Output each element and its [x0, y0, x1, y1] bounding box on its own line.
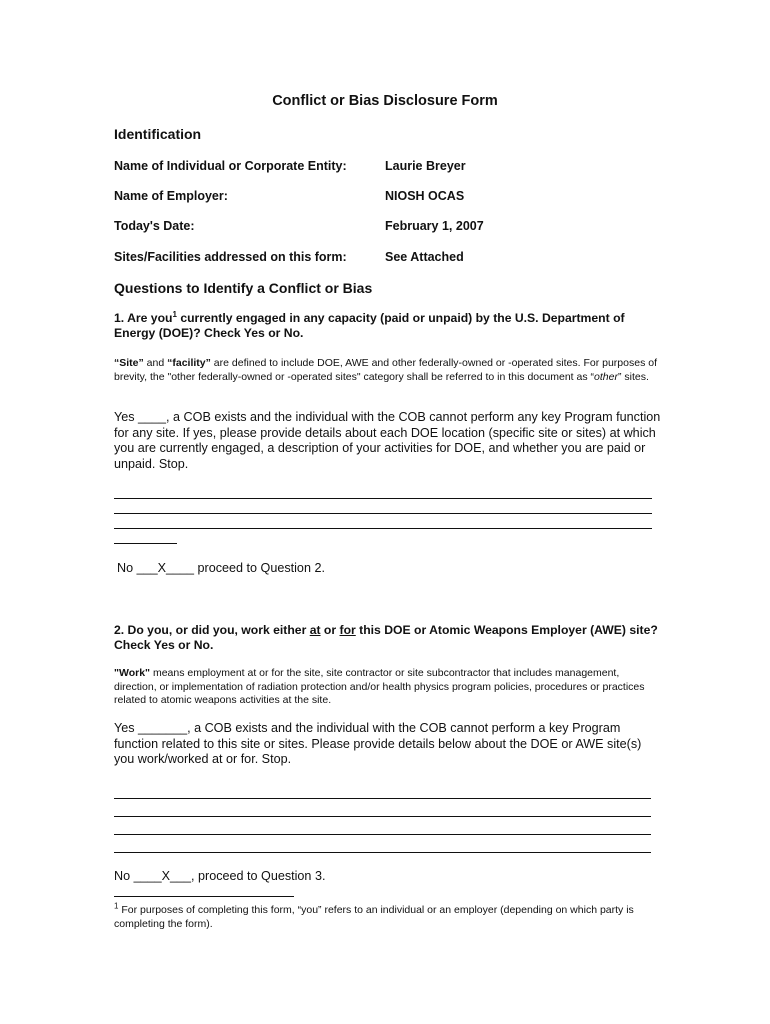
field-label-date: Today's Date: — [114, 219, 195, 233]
field-value-date: February 1, 2007 — [385, 219, 484, 233]
question-2-no-option: No ____X___, proceed to Question 3. — [114, 869, 326, 883]
footnote-separator — [114, 896, 294, 897]
answer-line[interactable] — [114, 816, 651, 817]
answer-line[interactable] — [114, 852, 651, 853]
question-1-yes-option: Yes ____, a COB exists and the individual with the COB cannot perform any key Program function for any site. If yes, please provide details about each DOE location (specific site or sites) at which you are currently engaged, a description of your activities for DOE, and whether you are paid or unpaid. Stop. — [114, 410, 661, 471]
field-value-sites: See Attached — [385, 250, 464, 264]
field-label-employer: Name of Employer: — [114, 189, 228, 203]
question-1-text: 1. Are you$^1$ currently engaged in any capacity (paid or unpaid) by the U.S. Department of Energy (DOE)? Check Yes or No. — [114, 309, 625, 340]
answer-line[interactable] — [114, 498, 652, 499]
field-label-name: Name of Individual or Corporate Entity: — [114, 159, 347, 173]
questions-heading: Questions to Identify a Conflict or Bias — [114, 280, 373, 296]
answer-line[interactable] — [114, 798, 651, 799]
identification-heading: Identification — [114, 126, 202, 142]
footnote-reference: 1 — [172, 309, 177, 319]
field-value-name: Laurie Breyer — [385, 159, 466, 173]
field-value-employer: NIOSH OCAS — [385, 189, 465, 203]
form-title: Conflict or Bias Disclosure Form — [272, 93, 498, 109]
footnote: $^1$ For purposes of completing this form, “you” refers to an individual or an employer (depending on which party is completing the form). — [114, 901, 634, 930]
question-2-definition: "Work" means employment at or for the site, site contractor or site subcontractor that includes management, direction, or implementation of radiation protection and/or health physics program policies, procedures or practices related to atomic weapons activities at the site. — [114, 667, 645, 707]
question-1-no-option: No ___X____ proceed to Question 2. — [117, 561, 325, 575]
answer-line[interactable] — [114, 513, 652, 514]
answer-line[interactable] — [114, 834, 651, 835]
field-label-sites: Sites/Facilities addressed on this form: — [114, 250, 347, 264]
answer-line[interactable] — [114, 528, 652, 529]
answer-line[interactable] — [114, 543, 177, 544]
question-2-text: 2. Do you, or did you, work either at or for this DOE or Atomic Weapons Employer (AWE) site? Check Yes or No. — [114, 623, 658, 652]
question-2-yes-option: Yes _______, a COB exists and the individual with the COB cannot perform a key Program function related to this site or sites. Please provide details below about the DOE or AWE site(s) you work/worked at or for. Stop. — [114, 721, 642, 767]
question-1-definition: “Site” and “facility” are defined to include DOE, AWE and other federally-owned or -operated sites. For purposes of brevity, the "other federally-owned or -operated sites" category shall be referred to in this document as “other” sites. — [114, 357, 657, 383]
